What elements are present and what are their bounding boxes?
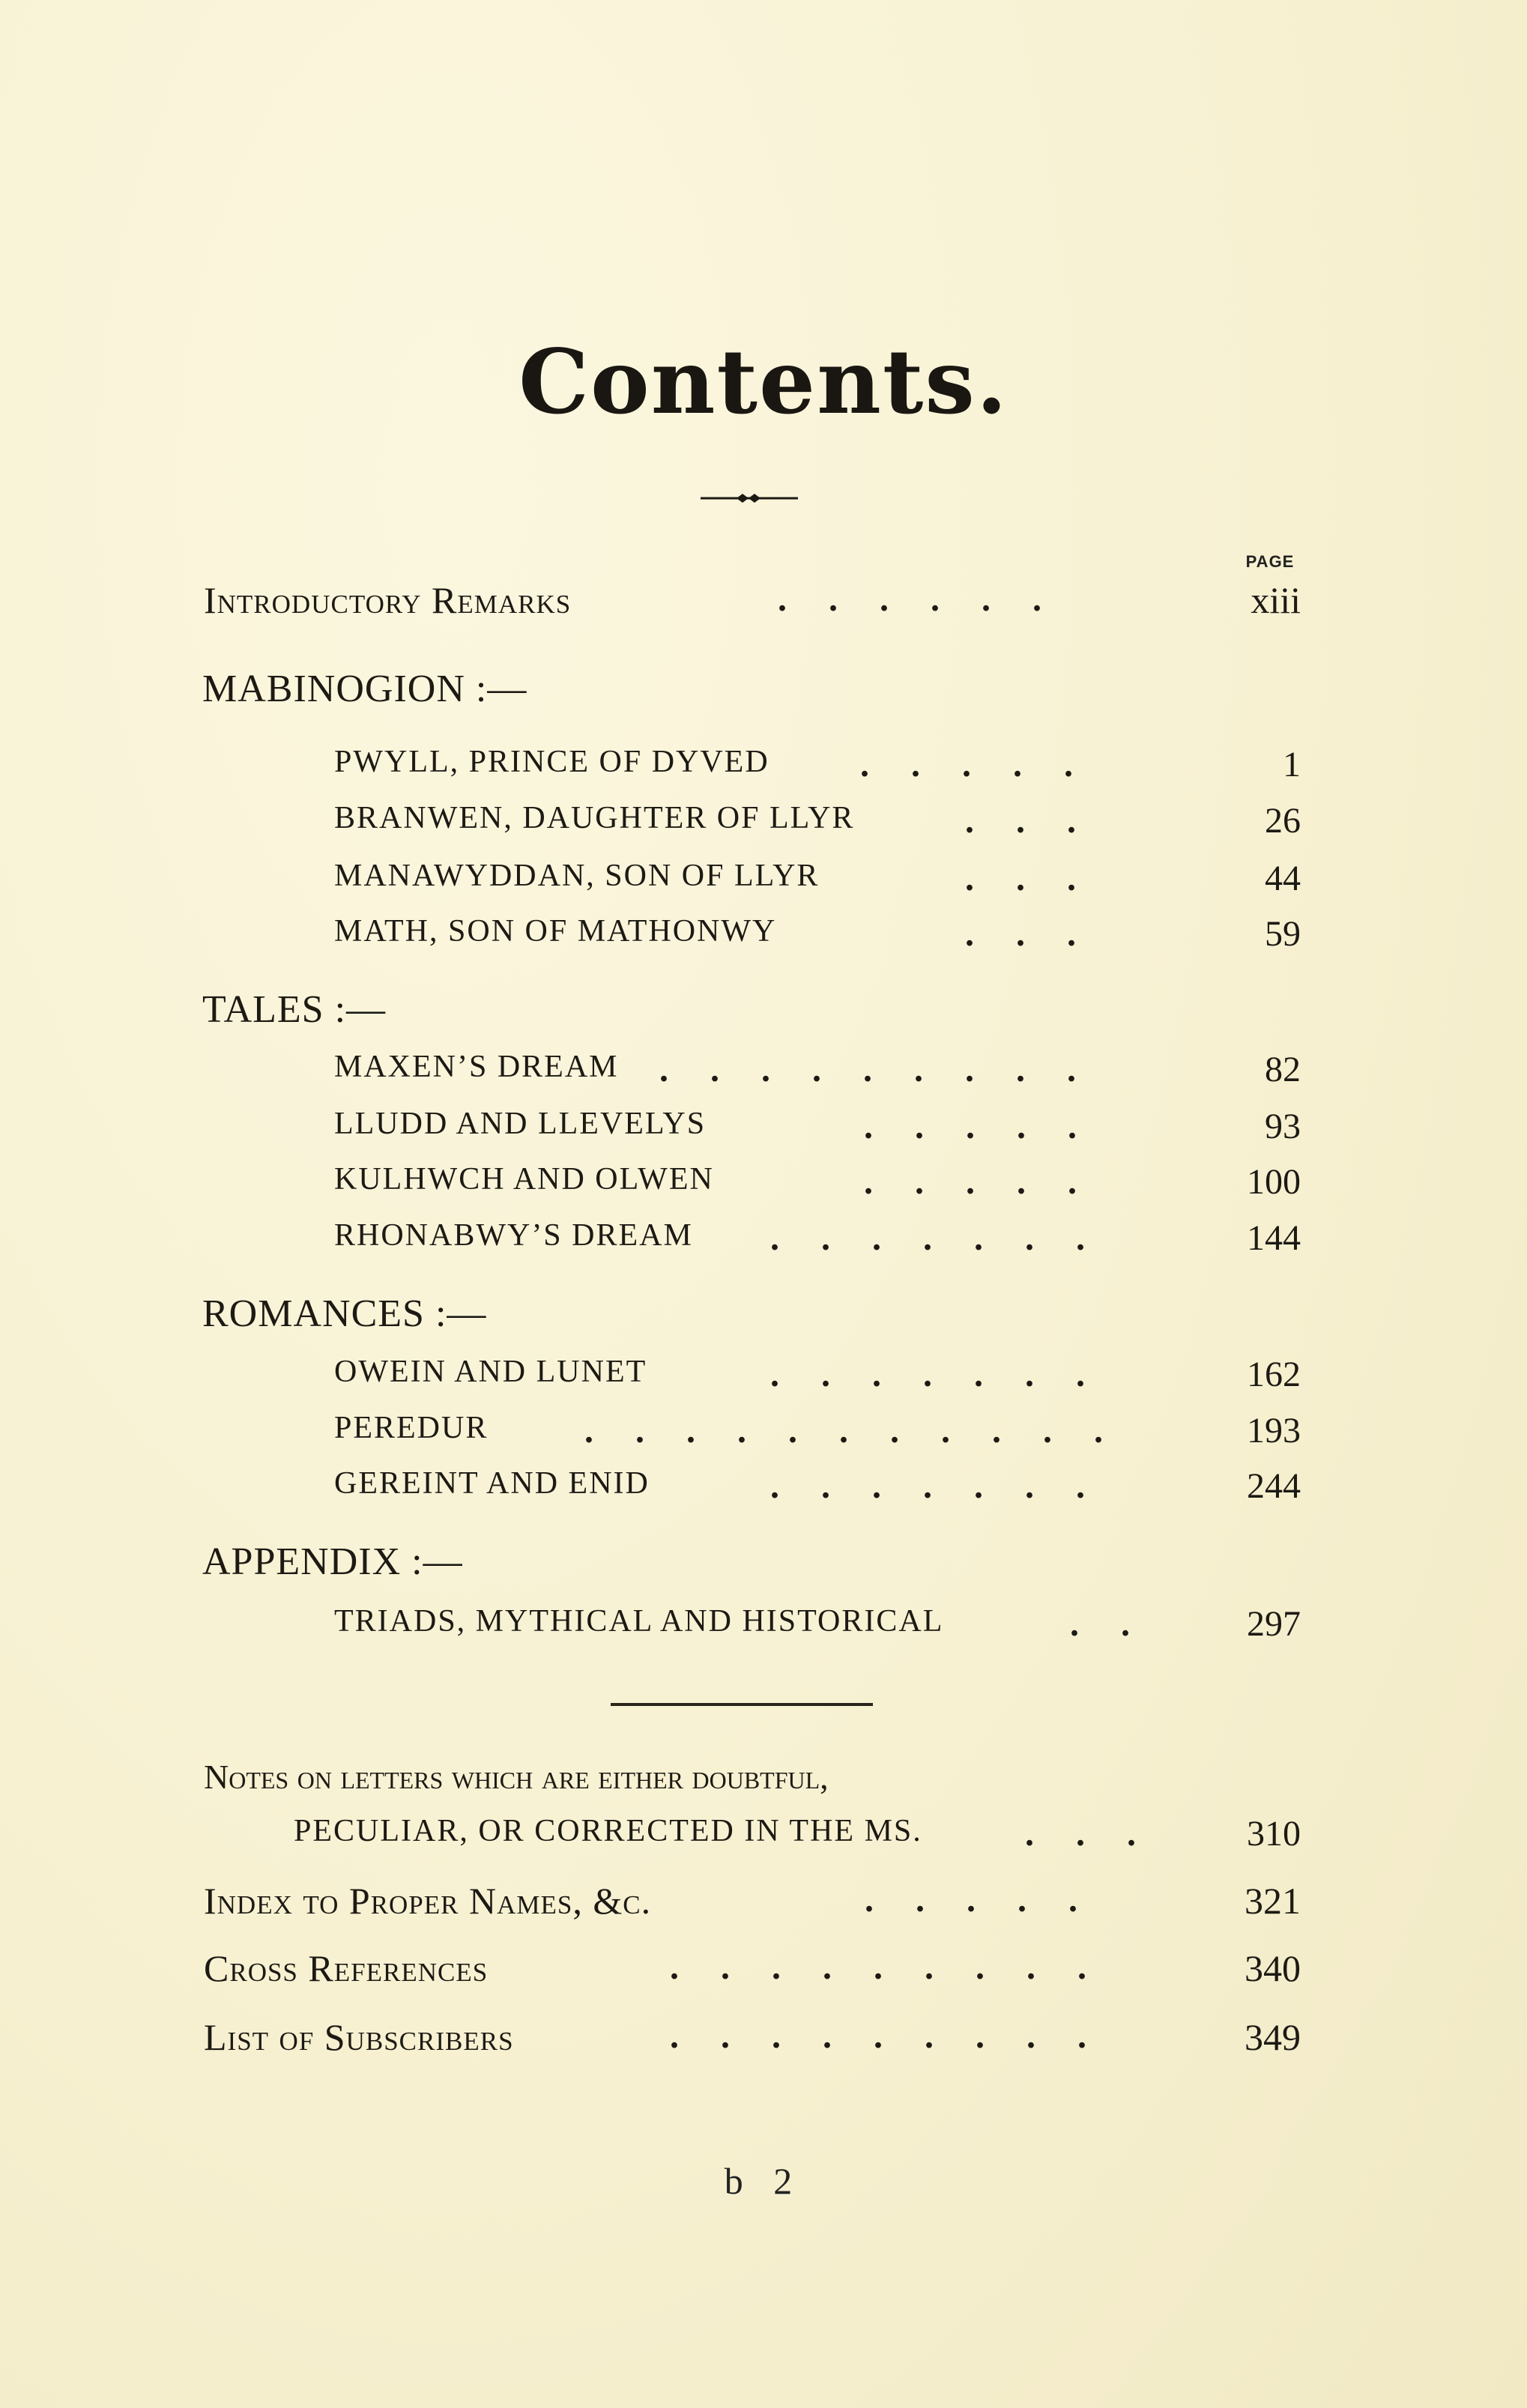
toc-entry-notes xyxy=(0,1757,1527,1809)
section-heading-label: APPENDIX :— xyxy=(202,1540,463,1583)
toc-entry-page: 1 xyxy=(1283,745,1301,784)
toc-entry-cross-references xyxy=(0,1946,1527,1999)
signature-mark: b 2 xyxy=(724,2160,803,2202)
toc-entry-math xyxy=(0,913,1527,966)
toc-entry-page: 244 xyxy=(1247,1466,1301,1506)
toc-entry-page: 93 xyxy=(1265,1107,1301,1146)
leader-dots: . . . . . xyxy=(864,1107,1077,1146)
leader-dots: . . . xyxy=(965,801,1076,841)
toc-entry-rhonabwy xyxy=(0,1217,1527,1270)
toc-entry-label: GEREINT AND ENID xyxy=(334,1466,650,1501)
leader-dots: . . . . . xyxy=(864,1162,1077,1202)
divider-rule xyxy=(611,1703,873,1706)
toc-entry-pwyll xyxy=(0,744,1527,796)
toc-entry-owein xyxy=(0,1354,1527,1406)
toc-entry-peredur xyxy=(0,1410,1527,1462)
section-heading-appendix xyxy=(0,1540,1527,1592)
leader-dots: . . . . . . . . . . . xyxy=(584,1411,1103,1450)
toc-entry-label: MANAWYDDAN, SON OF LLYR xyxy=(334,859,820,893)
toc-entry-label: BRANWEN, DAUGHTER OF LLYR xyxy=(334,801,855,835)
section-heading-label: TALES :— xyxy=(202,988,387,1031)
toc-entry-branwen xyxy=(0,800,1527,853)
toc-entry-label: List of Subscribers xyxy=(204,2016,514,2058)
toc-entry-label: PEREDUR xyxy=(334,1411,489,1445)
toc-entry-page: 310 xyxy=(1247,1814,1301,1854)
toc-entry-label: Cross References xyxy=(204,1947,489,1989)
toc-entry-label: Introductory Remarks xyxy=(204,579,572,621)
toc-entry-label-line1: Notes on letters which are either doubtful, xyxy=(204,1758,829,1796)
section-heading-tales xyxy=(0,987,1527,1040)
toc-entry-label: LLUDD AND LLEVELYS xyxy=(334,1107,707,1141)
toc-entry-page: 193 xyxy=(1247,1411,1301,1450)
leader-dots: . . . xyxy=(965,859,1076,898)
leader-dots: . . . . . . . xyxy=(770,1218,1085,1258)
leader-dots: . . . . . xyxy=(860,745,1073,784)
toc-entry-label-line2: PECULIAR, OR CORRECTED IN THE MS. xyxy=(294,1814,922,1848)
leader-dots: . . . xyxy=(1025,1814,1136,1854)
toc-entry-index xyxy=(0,1879,1527,1931)
leader-dots: . . . . . . xyxy=(778,579,1041,619)
toc-entry-page: 59 xyxy=(1265,914,1301,954)
toc-entry-label: RHONABWY’S DREAM xyxy=(334,1218,693,1253)
toc-entry-page: 297 xyxy=(1247,1604,1301,1644)
toc-entry-label: MAXEN’S DREAM xyxy=(334,1050,619,1084)
toc-entry-label: OWEIN AND LUNET xyxy=(334,1355,647,1389)
section-heading-label: ROMANCES :— xyxy=(202,1292,487,1335)
toc-entry-introductory-remarks xyxy=(0,578,1527,631)
toc-entry-page: 26 xyxy=(1265,801,1301,841)
page-title: Contents. xyxy=(518,330,1009,434)
section-heading-romances xyxy=(0,1292,1527,1344)
ornament-flourish xyxy=(701,491,798,506)
toc-entry-page: 162 xyxy=(1247,1355,1301,1394)
section-heading-label: MABINOGION :— xyxy=(202,668,527,710)
leader-dots: . . . xyxy=(965,914,1076,954)
toc-entry-lludd xyxy=(0,1106,1527,1158)
toc-entry-manawyddan xyxy=(0,858,1527,910)
toc-entry-page: 44 xyxy=(1265,859,1301,898)
toc-entry-page: 82 xyxy=(1265,1050,1301,1089)
toc-entry-gereint xyxy=(0,1465,1527,1518)
toc-entry-maxen xyxy=(0,1049,1527,1101)
toc-entry-page: 100 xyxy=(1247,1162,1301,1202)
leader-dots: . . . . . . . xyxy=(770,1355,1085,1394)
toc-entry-label: PWYLL, PRINCE OF DYVED xyxy=(334,745,769,779)
toc-entry-page: 349 xyxy=(1245,2016,1301,2058)
toc-entry-page: 144 xyxy=(1247,1218,1301,1258)
leader-dots: . . . . . . . . . xyxy=(670,1947,1086,1987)
toc-entry-page: xiii xyxy=(1251,579,1301,621)
section-heading-mabinogion xyxy=(0,667,1527,719)
toc-entry-triads xyxy=(0,1603,1527,1656)
toc-entry-kulhwch xyxy=(0,1161,1527,1214)
toc-entry-label: Index to Proper Names, &c. xyxy=(204,1880,652,1922)
leader-dots: . . . . . xyxy=(865,1880,1077,1920)
toc-entry-page: 321 xyxy=(1245,1880,1301,1922)
leader-dots: . . . . . . . . . xyxy=(670,2016,1086,2056)
toc-entry-list-of-subscribers xyxy=(0,2015,1527,2068)
page-column-label: PAGE xyxy=(1245,552,1295,571)
toc-entry-page: 340 xyxy=(1245,1947,1301,1989)
toc-entry-label: KULHWCH AND OLWEN xyxy=(334,1162,714,1197)
leader-dots: . . . . . . . . . xyxy=(659,1050,1076,1089)
leader-dots: . . xyxy=(1070,1604,1130,1644)
toc-entry-label: MATH, SON OF MATHONWY xyxy=(334,914,777,949)
toc-entry-label: TRIADS, MYTHICAL AND HISTORICAL xyxy=(334,1604,944,1639)
leader-dots: . . . . . . . xyxy=(770,1466,1085,1506)
toc-entry-notes-continued xyxy=(0,1813,1527,1866)
